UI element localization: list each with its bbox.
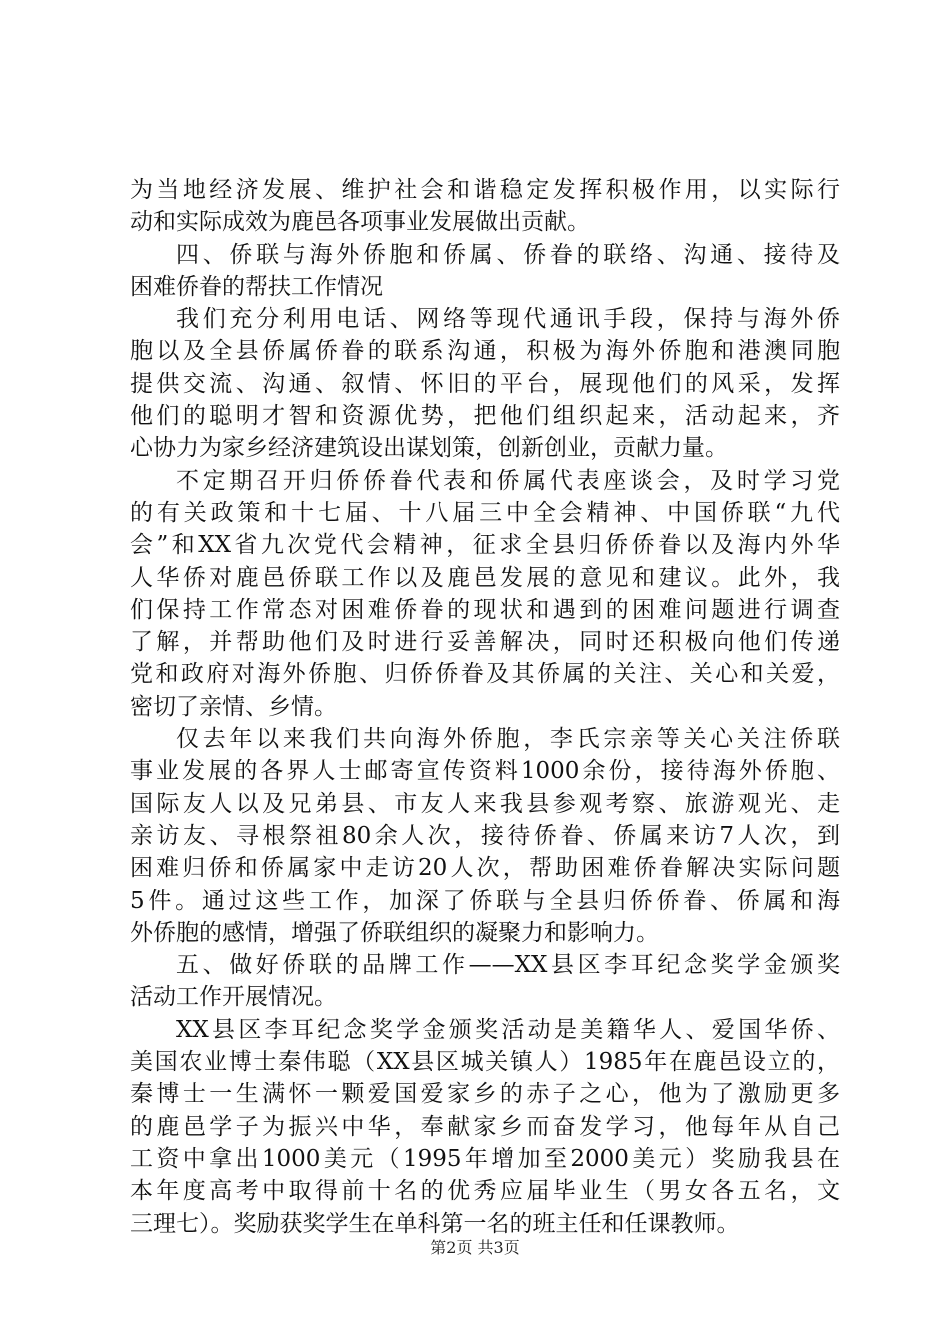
text-line-28: 美国农业博士秦伟聪（XX县区城关镇人）1985年在鹿邑设立的， xyxy=(130,1049,840,1076)
page-footer xyxy=(0,1237,950,1259)
text-line-22: 困难归侨和侨属家中走访20人次，帮助困难侨眷解决实际问题 xyxy=(130,855,840,882)
text-line-7: 提供交流、沟通、叙情、怀旧的平台，展现他们的风采，发挥 xyxy=(130,370,840,397)
text-line-10: 不定期召开归侨侨眷代表和侨属代表座谈会，及时学习党 xyxy=(176,467,840,494)
text-line-32: 本年度高考中取得前十名的优秀应届毕业生（男女各五名，文 xyxy=(130,1178,840,1205)
text-line-20: 国际友人以及兄弟县、市友人来我县参观考察、旅游观光、走 xyxy=(130,790,840,817)
text-line-11: 的有关政策和十七届、十八届三中全会精神、中国侨联“九代 xyxy=(130,499,840,526)
text-line-12: 会”和XX省九次党代会精神，征求全县归侨侨眷以及海内外华 xyxy=(130,532,840,559)
text-line-16: 党和政府对海外侨胞、归侨侨眷及其侨属的关注、关心和关爱， xyxy=(130,661,840,688)
text-line-9: 心协力为家乡经济建筑设出谋划策，创新创业，贡献力量。 xyxy=(130,435,728,462)
text-line-2: 动和实际成效为鹿邑各项事业发展做出贡献。 xyxy=(130,209,590,236)
text-line-27: XX县区李耳纪念奖学金颁奖活动是美籍华人、爱国华侨、 xyxy=(176,1016,840,1043)
text-line-30: 的鹿邑学子为振兴中华，奉献家乡而奋发学习，他每年从自己 xyxy=(130,1113,840,1140)
text-line-1: 为当地经济发展、维护社会和谐稳定发挥积极作用，以实际行 xyxy=(130,177,840,203)
text-line-15: 了解，并帮助他们及时进行妥善解决，同时还积极向他们传递 xyxy=(130,629,840,656)
text-line-8: 他们的聪明才智和资源优势，把他们组织起来，活动起来，齐 xyxy=(130,403,840,430)
text-line-17: 密切了亲情、乡情。 xyxy=(130,693,337,720)
text-line-29: 秦博士一生满怀一颗爱国爱家乡的赤子之心，他为了激励更多 xyxy=(130,1081,840,1108)
text-line-31: 工资中拿出1000美元（1995年增加至2000美元）奖励我县在 xyxy=(130,1145,840,1172)
text-line-19: 事业发展的各界人士邮寄宣传资料1000余份，接待海外侨胞、 xyxy=(130,758,840,785)
text-line-33: 三理七）。奖励获奖学生在单科第一名的班主任和任课教师。 xyxy=(130,1210,740,1237)
text-line-18: 仅去年以来我们共向海外侨胞，李氏宗亲等关心关注侨联 xyxy=(176,726,840,753)
text-line-24: 外侨胞的感情，增强了侨联组织的凝聚力和影响力。 xyxy=(130,919,659,946)
section-heading-4-line-2: 困难侨眷的帮扶工作情况 xyxy=(130,273,383,300)
text-line-23: 5件。通过这些工作，加深了侨联与全县归侨侨眷、侨属和海 xyxy=(130,887,840,914)
text-line-21: 亲访友、寻根祭祖80余人次，接待侨眷、侨属来访7人次，到 xyxy=(130,822,840,849)
section-heading-5-line-2: 活动工作开展情况。 xyxy=(130,984,337,1011)
body-text xyxy=(130,174,840,1240)
text-line-13: 人华侨对鹿邑侨联工作以及鹿邑发展的意见和建议。此外，我 xyxy=(130,564,840,591)
section-heading-4-line-1: 四、侨联与海外侨胞和侨属、侨眷的联络、沟通、接待及 xyxy=(176,241,840,268)
text-line-6: 胞以及全县侨属侨眷的联系沟通，积极为海外侨胞和港澳同胞 xyxy=(130,338,840,365)
text-line-14: 们保持工作常态对困难侨眷的现状和遇到的困难问题进行调查 xyxy=(130,596,840,623)
section-heading-5-line-1: 五、做好侨联的品牌工作——XX县区李耳纪念奖学金颁奖 xyxy=(176,952,840,979)
page-number: 第2页 共3页 xyxy=(430,1238,520,1257)
text-line-5: 我们充分利用电话、网络等现代通讯手段，保持与海外侨 xyxy=(176,306,840,333)
